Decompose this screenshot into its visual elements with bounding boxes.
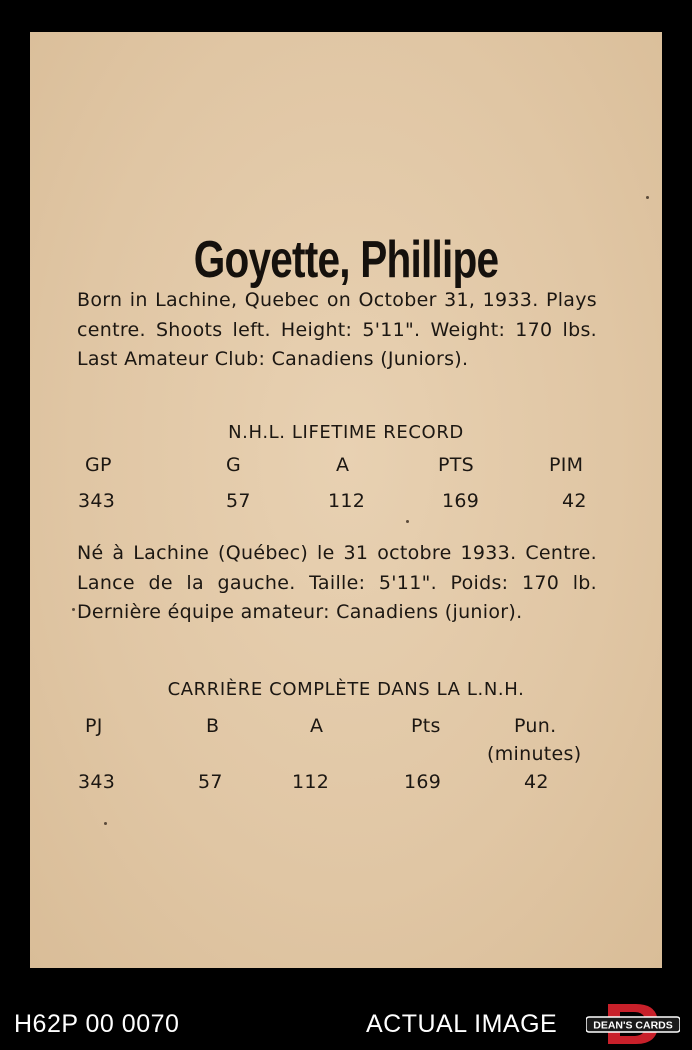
stat-header-pun-sub: (minutes) (487, 743, 582, 765)
actual-image-label: ACTUAL IMAGE (366, 1010, 558, 1038)
paper-speck (646, 196, 649, 199)
stat-header-a-fr: A (310, 715, 324, 737)
stat-header-pj: PJ (85, 715, 103, 737)
card-back (30, 32, 662, 968)
paper-speck (104, 822, 107, 825)
stat-header-pts: PTS (438, 454, 475, 476)
stat-header-pim: PIM (549, 454, 584, 476)
stat-value-gp: 343 (78, 490, 116, 512)
bio-french: Né à Lachine (Québec) le 31 octobre 1933. Centre. Lance de la gauche. Taille: 5'11". Poids: 170 lb. Dernière équipe amateur: Canadiens (junior). (77, 542, 597, 623)
stat-value-a: 112 (328, 490, 366, 512)
stat-header-b: B (206, 715, 220, 737)
stat-value-a-fr: 112 (292, 771, 330, 793)
record-title-french: CARRIÈRE COMPLÈTE DANS LA L.N.H. (167, 679, 525, 700)
inventory-code: H62P 00 0070 (14, 1010, 180, 1038)
stat-header-pun: Pun. (514, 715, 557, 737)
stat-value-b: 57 (198, 771, 223, 793)
stat-value-pj: 343 (78, 771, 116, 793)
stat-value-pts-fr: 169 (404, 771, 442, 793)
stat-value-pts: 169 (442, 490, 480, 512)
stat-value-pun: 42 (524, 771, 549, 793)
bio-english: Born in Lachine, Quebec on October 31, 1933. Plays centre. Shoots left. Height: 5'11". Weight: 170 lbs. Last Amateur Club: Canadiens (Juniors). (77, 289, 597, 370)
stat-header-gp: GP (85, 454, 112, 476)
stat-header-g: G (226, 454, 242, 476)
player-name: Goyette, Phillipe (193, 231, 499, 289)
paper-speck (406, 520, 409, 523)
stat-value-g: 57 (226, 490, 251, 512)
stat-value-pim: 42 (562, 490, 587, 512)
stat-header-pts-fr: Pts (411, 715, 441, 737)
record-title-english: N.H.L. LIFETIME RECORD (228, 422, 464, 443)
paper-speck (72, 608, 75, 611)
stat-header-a: A (336, 454, 350, 476)
deans-cards-logo[interactable] (586, 1002, 680, 1046)
logo-text: DEAN'S CARDS (593, 1019, 673, 1032)
